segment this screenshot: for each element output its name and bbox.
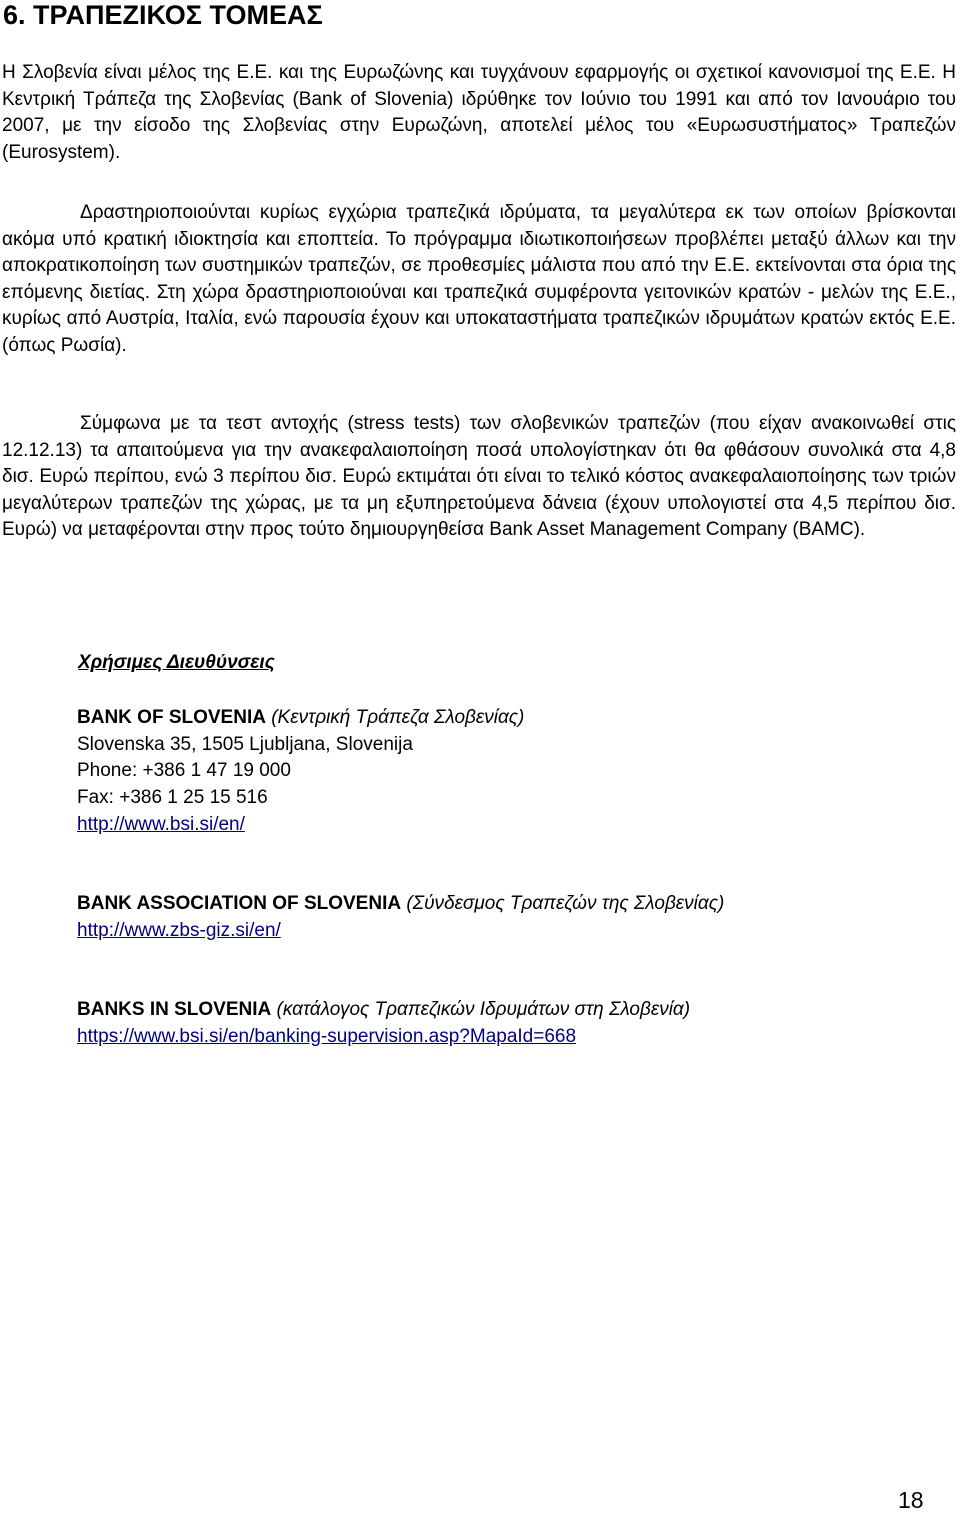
address-entry-banks-in-slovenia	[77, 997, 690, 1050]
organization-name: BANKS IN SLOVENIA	[77, 999, 272, 1020]
organization-name: BANK OF SLOVENIA	[77, 707, 266, 728]
organization-description: (κατάλογος Τραπεζικών Ιδρυμάτων στη Σλοβενία)	[276, 999, 691, 1020]
organization-name: BANK ASSOCIATION OF SLOVENIA	[77, 893, 402, 914]
website-link[interactable]: http://www.zbs-giz.si/en/	[77, 919, 281, 941]
street-address: Slovenska 35, 1505 Ljubljana, Slovenija	[77, 733, 413, 755]
address-entry-bank-of-slovenia	[77, 705, 524, 839]
section-title: 6. ΤΡΑΠΕΖΙΚΟΣ ΤΟΜΕΑΣ	[3, 0, 323, 30]
page-number: 18	[898, 1487, 924, 1513]
entry-title-line	[77, 705, 524, 732]
website-link[interactable]: http://www.bsi.si/en/	[77, 813, 245, 835]
organization-description: (Κεντρική Τράπεζα Σλοβενίας)	[271, 707, 525, 728]
organization-description: (Σύνδεσμος Τραπεζών της Σλοβενίας)	[406, 893, 725, 914]
website-link[interactable]: https://www.bsi.si/en/banking-supervision.asp?MapaId=668	[77, 1025, 577, 1047]
paragraph-stress-tests: Σύμφωνα με τα τεστ αντοχής (stress tests) των σλοβενικών τραπεζών (που είχαν ανακοινωθεί στις 12.12.13) τα απαιτούμενα για την ανακεφαλαιοποίηση ποσά υπολογίστηκαν ότι θα φθάσουν συνολικά στα 4,8 δισ. Ευρώ περίπου, ενώ 3 περίπου δισ. Ευρώ εκτιμάται ότι είναι το τελικό κόστος ανακεφαλαιοποίησης των τριών μεγαλύτερων τραπεζών της χώρας, με τα μη εξυπηρετούμενα δάνεια (έχουν υπολογιστεί στα 4,5 περίπου δισ. Ευρώ) να μεταφέρονται στην προς τούτο δημιουργηθείσα Bank Asset Management Company (BAMC).	[2, 413, 956, 540]
entry-title-line	[77, 891, 724, 918]
fax-number: Fax: +386 1 25 15 516	[77, 787, 268, 809]
address-entry-bank-association	[77, 891, 724, 944]
paragraph-central-bank: Η Σλοβενία είναι μέλος της Ε.Ε. και της Ευρωζώνης και τυγχάνουν εφαρμογής οι σχετικοί κανονισμοί της Ε.Ε. Η Κεντρική Τράπεζα της Σλοβενίας (Bank of Slovenia) ιδρύθηκε τον Ιούνιο του 1991 και από τον Ιανουάριο του 2007, με την είσοδο της Σλοβενίας στην Ευρωζώνη, αποτελεί μέλος του «Ευρωσυστήματος» Τραπεζών (Eurosystem).	[2, 62, 956, 163]
useful-addresses-heading: Χρήσιμες Διευθύνσεις	[78, 652, 275, 673]
paragraph-banking-institutions: Δραστηριοποιούνται κυρίως εγχώρια τραπεζικά ιδρύματα, τα μεγαλύτερα εκ των οποίων βρίσκονται ακόμα υπό κρατική ιδιοκτησία και εποπτεία. Το πρόγραμμα ιδιωτικοποιήσεων προβλέπει μεταξύ άλλων και την αποκρατικοποίηση των συστημικών τραπεζών, σε προθεσμίες μάλιστα που από την Ε.Ε. εκτείνονται στα όρια της επόμενης διετίας. Στη χώρα δραστηριοποιούναι και τραπεζικά συμφέροντα γειτονικών κρατών - μελών της Ε.Ε., κυρίως από Αυστρία, Ιταλία, ενώ παρουσία έχουν και υποκαταστήματα τραπεζικών ιδρυμάτων κρατών εκτός Ε.Ε. (όπως Ρωσία).	[2, 202, 956, 356]
entry-title-line	[77, 997, 690, 1024]
phone-number: Phone: +386 1 47 19 000	[77, 760, 291, 782]
